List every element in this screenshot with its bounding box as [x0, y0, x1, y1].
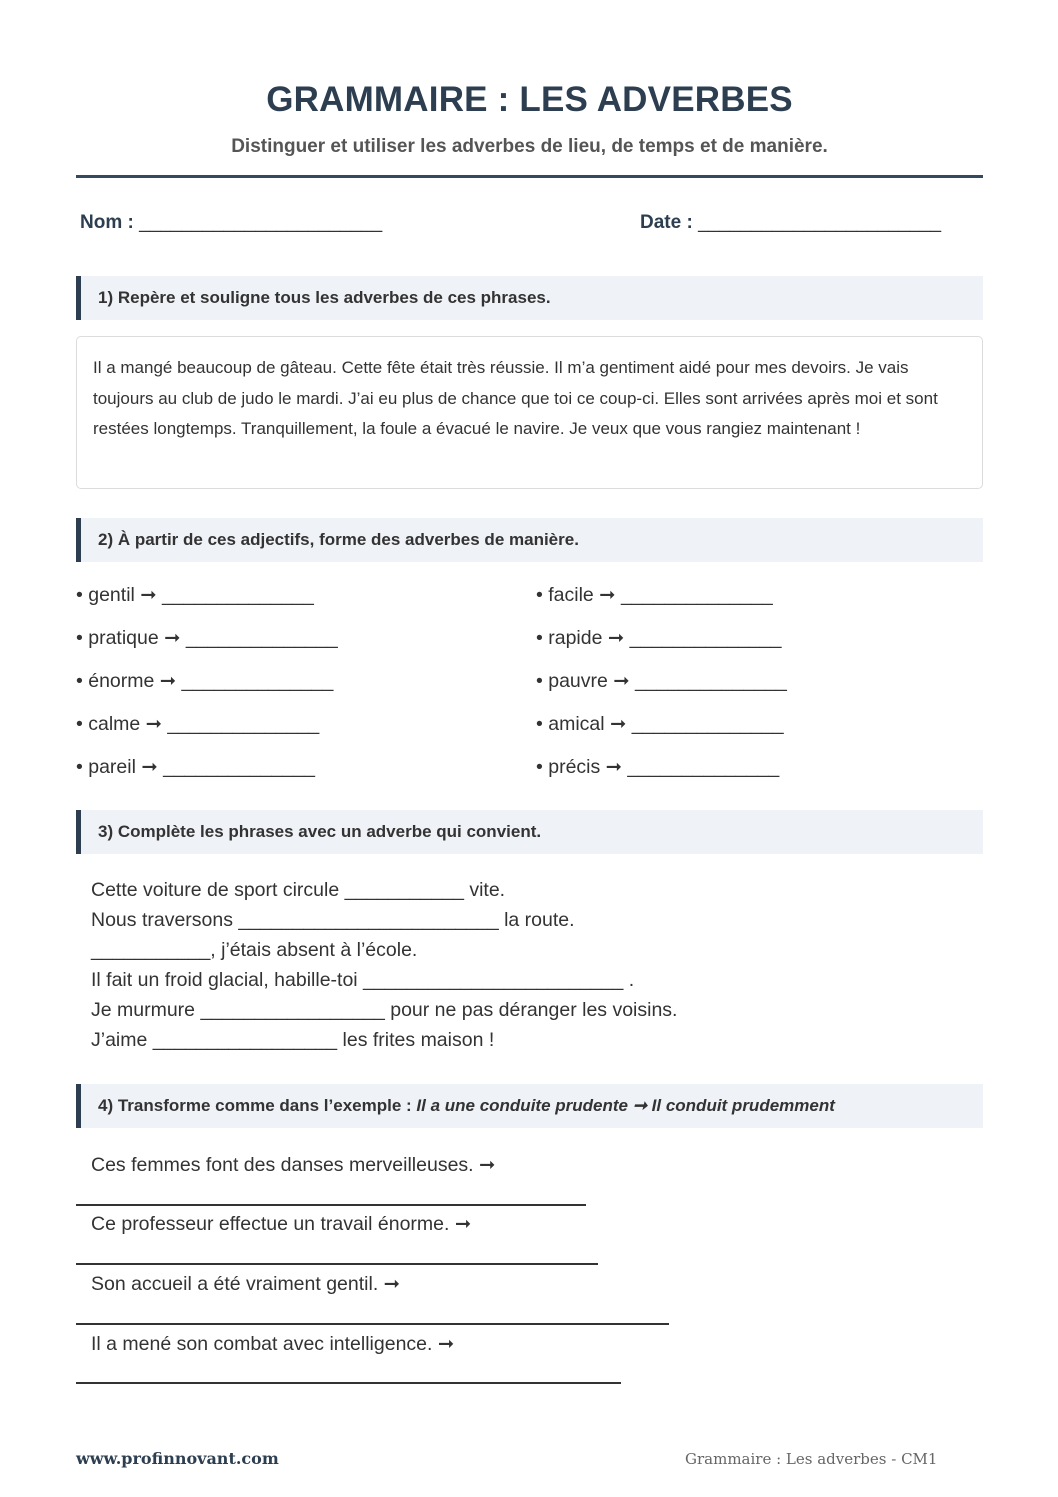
- footer-label: Grammaire : Les adverbes - CM1: [685, 1450, 938, 1468]
- exercise-2-heading: [76, 518, 983, 562]
- exercise-3-heading: [76, 810, 983, 854]
- adjective-item[interactable]: • rapide ➞ ______________: [536, 627, 782, 649]
- fill-in-sentence[interactable]: Nous traversons ________________________ la route.: [91, 909, 575, 931]
- exercise-1-title: 1) Repère et souligne tous les adverbes de ces phrases.: [98, 288, 551, 307]
- transform-sentence: Ce professeur effectue un travail énorme. ➞: [91, 1213, 472, 1235]
- fill-in-sentence[interactable]: ___________, j’étais absent à l’école.: [91, 939, 418, 961]
- footer-website-link[interactable]: www.profinnovant.com: [76, 1449, 279, 1468]
- exercise-4-title-prefix: 4) Transforme comme dans l’exemple :: [98, 1096, 417, 1115]
- fill-in-sentence[interactable]: J’aime _________________ les frites maison !: [91, 1029, 495, 1051]
- name-field[interactable]: [80, 212, 382, 234]
- adjective-item[interactable]: • pareil ➞ ______________: [76, 756, 315, 778]
- answer-line[interactable]: [76, 1204, 586, 1206]
- transform-sentence: Il a mené son combat avec intelligence. ➞: [91, 1333, 455, 1355]
- exercise-4-example: Il a une conduite prudente ➞ Il conduit prudemment: [416, 1096, 835, 1115]
- fill-in-sentence[interactable]: Je murmure _________________ pour ne pas déranger les voisins.: [91, 999, 678, 1021]
- date-blank[interactable]: _______________________: [698, 212, 942, 233]
- fill-in-sentence[interactable]: Cette voiture de sport circule ___________ vite.: [91, 879, 506, 901]
- answer-line[interactable]: [76, 1323, 669, 1325]
- exercise-4-title: [98, 1096, 835, 1116]
- adjective-item[interactable]: • gentil ➞ ______________: [76, 584, 314, 606]
- header-divider: [76, 175, 983, 178]
- name-label: Nom :: [80, 212, 134, 233]
- date-label: Date :: [640, 212, 693, 233]
- exercise-1-text-box: [76, 336, 983, 489]
- fill-in-sentence[interactable]: Il fait un froid glacial, habille-toi ________________________ .: [91, 969, 635, 991]
- adjective-item[interactable]: • pauvre ➞ ______________: [536, 670, 787, 692]
- adjective-item[interactable]: • facile ➞ ______________: [536, 584, 773, 606]
- adjective-item[interactable]: • pratique ➞ ______________: [76, 627, 338, 649]
- exercise-4-heading: [76, 1084, 983, 1128]
- answer-line[interactable]: [76, 1263, 598, 1265]
- answer-line[interactable]: [76, 1382, 621, 1384]
- exercise-3-title: 3) Complète les phrases avec un adverbe qui convient.: [98, 822, 542, 841]
- adjective-item[interactable]: • précis ➞ ______________: [536, 756, 780, 778]
- adjective-item[interactable]: • amical ➞ ______________: [536, 713, 784, 735]
- adjective-item[interactable]: • énorme ➞ ______________: [76, 670, 334, 692]
- name-blank[interactable]: _______________________: [139, 212, 383, 233]
- exercise-1-heading: [76, 276, 983, 320]
- adjective-item[interactable]: • calme ➞ ______________: [76, 713, 320, 735]
- page-subtitle: Distinguer et utiliser les adverbes de lieu, de temps et de manière.: [231, 136, 828, 157]
- page-title: GRAMMAIRE : LES ADVERBES: [266, 80, 793, 119]
- exercise-1-text: Il a mangé beaucoup de gâteau. Cette fête était très réussie. Il m’a gentiment aidé pour mes devoirs. Je vais toujours au club de judo le mardi. J’ai eu plus de chance que toi ce coup-ci. Elles sont arrivées après moi et sont restées longtemps. Tranquillement, la foule a évacué le navire. Je veux que vous rangiez maintenant !: [93, 358, 938, 438]
- transform-sentence: Ces femmes font des danses merveilleuses. ➞: [91, 1154, 496, 1176]
- transform-sentence: Son accueil a été vraiment gentil. ➞: [91, 1273, 401, 1295]
- exercise-2-title: 2) À partir de ces adjectifs, forme des adverbes de manière.: [98, 530, 579, 549]
- date-field[interactable]: [640, 212, 941, 234]
- worksheet-page: [76, 0, 983, 1497]
